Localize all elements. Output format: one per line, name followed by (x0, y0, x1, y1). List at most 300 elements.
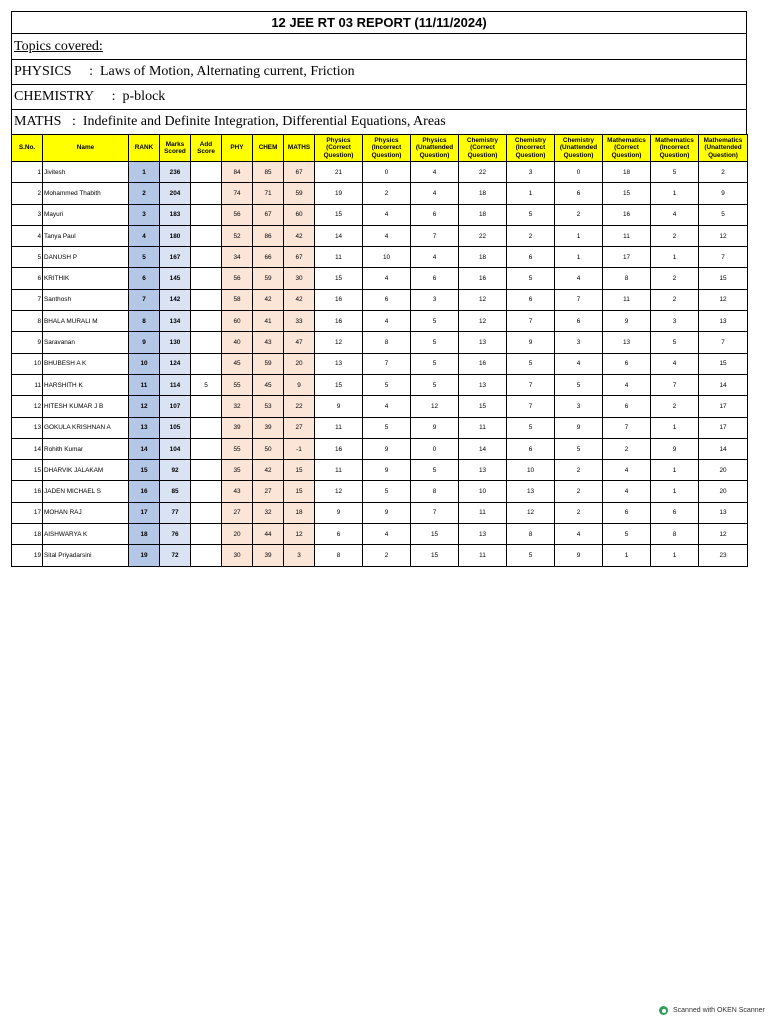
table-cell: 85 (160, 481, 191, 502)
table-cell: 60 (284, 204, 315, 225)
table-cell: 52 (222, 225, 253, 246)
table-row (12, 374, 748, 395)
table-cell: 4 (363, 311, 411, 332)
table-cell: 4 (411, 162, 459, 183)
table-cell: 6 (411, 204, 459, 225)
table-cell: -1 (284, 438, 315, 459)
table-cell: 4 (651, 204, 699, 225)
table-cell: 2 (363, 545, 411, 566)
table-cell: 15 (411, 545, 459, 566)
table-cell: 7 (12, 289, 43, 310)
table-cell: 55 (222, 438, 253, 459)
table-cell: 4 (363, 204, 411, 225)
table-header-row (12, 135, 748, 162)
table-cell: 3 (12, 204, 43, 225)
table-row (12, 183, 748, 204)
table-cell: 16 (459, 268, 507, 289)
table-cell: 12 (699, 225, 748, 246)
table-cell: 4 (555, 524, 603, 545)
table-cell: 6 (363, 289, 411, 310)
table-cell: 3 (129, 204, 160, 225)
table-cell: 9 (315, 396, 363, 417)
table-cell: 7 (507, 311, 555, 332)
table-cell: 9 (651, 438, 699, 459)
table-cell: 204 (160, 183, 191, 204)
table-cell: 3 (284, 545, 315, 566)
table-cell: 2 (12, 183, 43, 204)
table-cell: 14 (12, 438, 43, 459)
subject-topics: Indefinite and Definite Integration, Differential Equations, Areas (82, 114, 446, 129)
table-cell: 2 (555, 502, 603, 523)
table-cell: 5 (603, 524, 651, 545)
table-cell: 0 (555, 162, 603, 183)
table-cell: 0 (411, 438, 459, 459)
table-cell: 13 (459, 374, 507, 395)
table-cell: 7 (651, 374, 699, 395)
table-cell: 16 (603, 204, 651, 225)
column-header: Marks Scored (160, 135, 191, 162)
table-cell (191, 545, 222, 566)
table-row (12, 311, 748, 332)
table-cell: 5 (129, 247, 160, 268)
table-cell: 4 (555, 353, 603, 374)
table-cell (191, 183, 222, 204)
table-cell: 104 (160, 438, 191, 459)
table-cell: 67 (284, 162, 315, 183)
table-cell: 1 (603, 545, 651, 566)
maths-topics-row (11, 109, 747, 134)
table-cell: 4 (411, 247, 459, 268)
table-cell: 11 (315, 247, 363, 268)
table-cell: 1 (651, 417, 699, 438)
table-cell: 32 (253, 502, 284, 523)
table-cell: 9 (363, 438, 411, 459)
table-cell: 14 (699, 374, 748, 395)
table-cell: 15 (315, 374, 363, 395)
table-cell: 11 (459, 502, 507, 523)
table-cell: 12 (459, 289, 507, 310)
table-cell: KRITHIK (43, 268, 129, 289)
table-cell: 22 (459, 162, 507, 183)
table-cell: 42 (253, 289, 284, 310)
table-cell: 5 (555, 438, 603, 459)
table-cell: 76 (160, 524, 191, 545)
table-cell: 4 (129, 225, 160, 246)
table-cell: 56 (222, 204, 253, 225)
table-cell: 12 (507, 502, 555, 523)
table-cell: 2 (603, 438, 651, 459)
table-cell: 17 (129, 502, 160, 523)
table-cell: 14 (315, 225, 363, 246)
table-cell: 67 (284, 247, 315, 268)
table-cell: 11 (459, 417, 507, 438)
table-cell (191, 247, 222, 268)
table-cell: 5 (507, 204, 555, 225)
table-cell: AISHWARYA K (43, 524, 129, 545)
table-cell: 4 (363, 524, 411, 545)
table-cell: 34 (222, 247, 253, 268)
oken-scanner-logo-icon (659, 1006, 668, 1015)
table-cell: 3 (555, 332, 603, 353)
table-cell: 7 (699, 247, 748, 268)
table-cell: 15 (699, 268, 748, 289)
table-cell: 4 (603, 481, 651, 502)
column-header: Physics (Unattended Question) (411, 135, 459, 162)
table-cell: 32 (222, 396, 253, 417)
table-cell: 23 (699, 545, 748, 566)
table-cell: 42 (284, 225, 315, 246)
table-cell: 5 (411, 460, 459, 481)
table-cell: 7 (603, 417, 651, 438)
table-cell: 33 (284, 311, 315, 332)
table-cell (191, 524, 222, 545)
table-cell: 9 (555, 417, 603, 438)
table-cell: 13 (459, 460, 507, 481)
table-cell: 145 (160, 268, 191, 289)
table-cell (191, 438, 222, 459)
table-cell: 6 (603, 502, 651, 523)
table-cell: 50 (253, 438, 284, 459)
table-cell: 1 (555, 225, 603, 246)
table-cell: 5 (699, 204, 748, 225)
column-header: Chemistry (Correct Question) (459, 135, 507, 162)
table-cell: 17 (12, 502, 43, 523)
table-cell: 16 (315, 289, 363, 310)
table-cell: 4 (12, 225, 43, 246)
table-cell: 1 (651, 247, 699, 268)
table-cell: 20 (699, 481, 748, 502)
table-cell: 9 (603, 311, 651, 332)
table-cell: 17 (699, 417, 748, 438)
table-cell: 47 (284, 332, 315, 353)
chemistry-topics-row (11, 84, 747, 109)
table-cell: 13 (459, 332, 507, 353)
table-cell: 15 (12, 460, 43, 481)
table-cell: 9 (363, 502, 411, 523)
table-cell: 5 (411, 353, 459, 374)
table-cell: 17 (603, 247, 651, 268)
table-cell: 45 (222, 353, 253, 374)
table-row (12, 502, 748, 523)
table-cell: 2 (651, 268, 699, 289)
table-cell: 16 (315, 311, 363, 332)
table-cell: 5 (507, 268, 555, 289)
scanner-watermark (659, 1006, 765, 1015)
table-row (12, 396, 748, 417)
table-cell: 11 (603, 289, 651, 310)
table-cell (191, 311, 222, 332)
report-title: 12 JEE RT 03 REPORT (11/11/2024) (11, 11, 747, 33)
table-cell: 10 (129, 353, 160, 374)
table-cell: 1 (651, 545, 699, 566)
table-cell: 0 (363, 162, 411, 183)
table-cell: 6 (555, 311, 603, 332)
table-cell: 2 (651, 289, 699, 310)
table-cell: 7 (411, 502, 459, 523)
table-cell: 15 (411, 524, 459, 545)
table-cell: 1 (12, 162, 43, 183)
table-cell: 13 (129, 417, 160, 438)
table-cell: 16 (459, 353, 507, 374)
table-row (12, 524, 748, 545)
table-cell: 9 (699, 183, 748, 204)
table-cell: 1 (651, 460, 699, 481)
table-cell: 15 (284, 460, 315, 481)
table-row (12, 289, 748, 310)
table-cell (191, 502, 222, 523)
table-cell: 7 (129, 289, 160, 310)
table-cell: Saravanan (43, 332, 129, 353)
table-cell: 11 (129, 374, 160, 395)
table-cell: 12 (315, 332, 363, 353)
table-cell: 6 (315, 524, 363, 545)
table-cell: Tanya Paul (43, 225, 129, 246)
table-cell: 16 (315, 438, 363, 459)
table-cell: BHALA MURALI M (43, 311, 129, 332)
table-cell: 9 (555, 545, 603, 566)
table-cell: 167 (160, 247, 191, 268)
table-cell: 12 (459, 311, 507, 332)
table-row (12, 332, 748, 353)
table-cell: 53 (253, 396, 284, 417)
table-cell: 11 (12, 374, 43, 395)
table-cell: 12 (699, 289, 748, 310)
table-cell: 3 (411, 289, 459, 310)
table-cell (191, 460, 222, 481)
table-cell: 55 (222, 374, 253, 395)
table-cell: 39 (222, 417, 253, 438)
results-table (11, 134, 748, 567)
table-cell: 12 (284, 524, 315, 545)
table-cell (191, 162, 222, 183)
table-cell: 7 (507, 396, 555, 417)
table-cell: 40 (222, 332, 253, 353)
subject-separator: : (61, 114, 83, 129)
table-cell: 5 (363, 374, 411, 395)
table-cell: 10 (12, 353, 43, 374)
table-cell: 8 (363, 332, 411, 353)
table-cell: 130 (160, 332, 191, 353)
table-cell: 86 (253, 225, 284, 246)
table-cell: 5 (191, 374, 222, 395)
table-cell: 5 (411, 374, 459, 395)
column-header: S.No. (12, 135, 43, 162)
table-row (12, 353, 748, 374)
table-cell: 14 (129, 438, 160, 459)
table-cell: 4 (651, 353, 699, 374)
table-cell: 4 (363, 268, 411, 289)
table-cell: 9 (12, 332, 43, 353)
table-cell: 21 (315, 162, 363, 183)
table-cell: 15 (129, 460, 160, 481)
table-cell: 84 (222, 162, 253, 183)
table-row (12, 417, 748, 438)
table-cell: 27 (222, 502, 253, 523)
table-cell: 13 (12, 417, 43, 438)
column-header: Chemistry (Incorrect Question) (507, 135, 555, 162)
table-cell: 7 (411, 225, 459, 246)
table-cell: 60 (222, 311, 253, 332)
table-cell: 3 (651, 311, 699, 332)
table-cell: 18 (12, 524, 43, 545)
table-cell: 9 (363, 460, 411, 481)
table-cell: DANUSH P (43, 247, 129, 268)
table-cell: HITESH KUMAR J B (43, 396, 129, 417)
table-cell: 15 (603, 183, 651, 204)
table-row (12, 162, 748, 183)
subject-name: CHEMISTRY (14, 89, 95, 104)
column-header: PHY (222, 135, 253, 162)
table-cell: 56 (222, 268, 253, 289)
table-cell: 11 (603, 225, 651, 246)
column-header: Physics (Correct Question) (315, 135, 363, 162)
table-cell: 16 (129, 481, 160, 502)
table-cell: 9 (284, 374, 315, 395)
table-cell: 5 (555, 374, 603, 395)
table-cell: Mayuri (43, 204, 129, 225)
table-cell: 15 (315, 204, 363, 225)
table-cell: 6 (555, 183, 603, 204)
table-cell: 67 (253, 204, 284, 225)
table-cell: 6 (12, 268, 43, 289)
table-cell: 4 (603, 460, 651, 481)
table-cell: 3 (507, 162, 555, 183)
table-cell: 45 (253, 374, 284, 395)
subject-separator: : (94, 89, 123, 104)
table-cell (191, 396, 222, 417)
table-cell: 43 (253, 332, 284, 353)
table-cell: 180 (160, 225, 191, 246)
column-header: Mathematics (Unattended Question) (699, 135, 748, 162)
table-cell: 8 (315, 545, 363, 566)
table-row (12, 545, 748, 566)
table-cell: 12 (315, 481, 363, 502)
report-sheet (11, 11, 747, 567)
subject-topics: Laws of Motion, Alternating current, Friction (99, 64, 355, 79)
table-cell: 18 (129, 524, 160, 545)
table-cell: 4 (363, 225, 411, 246)
table-cell: 11 (315, 417, 363, 438)
table-cell: 1 (651, 183, 699, 204)
table-cell: 6 (603, 353, 651, 374)
table-cell: 14 (699, 438, 748, 459)
table-cell: 8 (411, 481, 459, 502)
column-header: Physics (Incorrect Question) (363, 135, 411, 162)
table-cell (191, 353, 222, 374)
table-row (12, 247, 748, 268)
table-cell: 72 (160, 545, 191, 566)
table-cell: 4 (603, 374, 651, 395)
table-row (12, 481, 748, 502)
table-cell: 15 (459, 396, 507, 417)
table-cell: 2 (651, 396, 699, 417)
table-cell: 8 (129, 311, 160, 332)
table-cell: 5 (651, 332, 699, 353)
table-cell: 15 (699, 353, 748, 374)
table-cell (191, 481, 222, 502)
table-cell: 114 (160, 374, 191, 395)
table-cell: 2 (555, 460, 603, 481)
table-cell: 19 (129, 545, 160, 566)
table-cell: 6 (651, 502, 699, 523)
table-cell (191, 268, 222, 289)
column-header: RANK (129, 135, 160, 162)
table-cell (191, 417, 222, 438)
table-cell: 10 (363, 247, 411, 268)
table-cell: 12 (129, 396, 160, 417)
table-cell: 22 (284, 396, 315, 417)
table-cell: Mohammed Thabith (43, 183, 129, 204)
table-cell: 13 (459, 524, 507, 545)
physics-topics-row (11, 59, 747, 84)
table-cell: 1 (555, 247, 603, 268)
table-cell: 6 (507, 289, 555, 310)
table-cell: 6 (129, 268, 160, 289)
table-cell: 5 (12, 247, 43, 268)
table-cell: 5 (363, 481, 411, 502)
table-cell: 5 (507, 545, 555, 566)
table-cell: 9 (411, 417, 459, 438)
table-cell: 105 (160, 417, 191, 438)
table-cell: 42 (253, 460, 284, 481)
table-cell: 6 (507, 247, 555, 268)
table-cell: 39 (253, 417, 284, 438)
table-cell: 12 (699, 524, 748, 545)
table-cell: 4 (411, 183, 459, 204)
table-cell: HARSHITH K (43, 374, 129, 395)
table-row (12, 204, 748, 225)
table-cell: 7 (363, 353, 411, 374)
table-cell: 59 (284, 183, 315, 204)
table-cell: 4 (363, 396, 411, 417)
table-cell: 20 (699, 460, 748, 481)
table-cell: 66 (253, 247, 284, 268)
table-cell: 27 (253, 481, 284, 502)
table-cell: 18 (459, 247, 507, 268)
column-header: Add Score (191, 135, 222, 162)
table-cell: Rohith Kumar (43, 438, 129, 459)
table-cell: 5 (411, 311, 459, 332)
table-cell: 1 (651, 481, 699, 502)
table-cell: 44 (253, 524, 284, 545)
table-cell: 71 (253, 183, 284, 204)
table-cell: 5 (363, 417, 411, 438)
column-header: MATHS (284, 135, 315, 162)
table-row (12, 460, 748, 481)
table-cell: 59 (253, 353, 284, 374)
scanner-text: Scanned with OKEN Scanner (673, 1007, 765, 1014)
column-header: CHEM (253, 135, 284, 162)
table-cell: 5 (507, 417, 555, 438)
table-cell: 22 (459, 225, 507, 246)
table-cell: 1 (129, 162, 160, 183)
table-cell: 8 (507, 524, 555, 545)
table-cell: 8 (12, 311, 43, 332)
table-cell: 183 (160, 204, 191, 225)
table-cell: Santhosh (43, 289, 129, 310)
table-cell: 30 (284, 268, 315, 289)
topics-label: Topics covered: (11, 33, 747, 59)
table-cell: 9 (315, 502, 363, 523)
table-cell: 39 (253, 545, 284, 566)
table-cell: 2 (555, 204, 603, 225)
table-cell: 13 (507, 481, 555, 502)
table-cell: 27 (284, 417, 315, 438)
table-cell: 9 (129, 332, 160, 353)
table-cell: 236 (160, 162, 191, 183)
table-cell: 42 (284, 289, 315, 310)
table-cell: 43 (222, 481, 253, 502)
